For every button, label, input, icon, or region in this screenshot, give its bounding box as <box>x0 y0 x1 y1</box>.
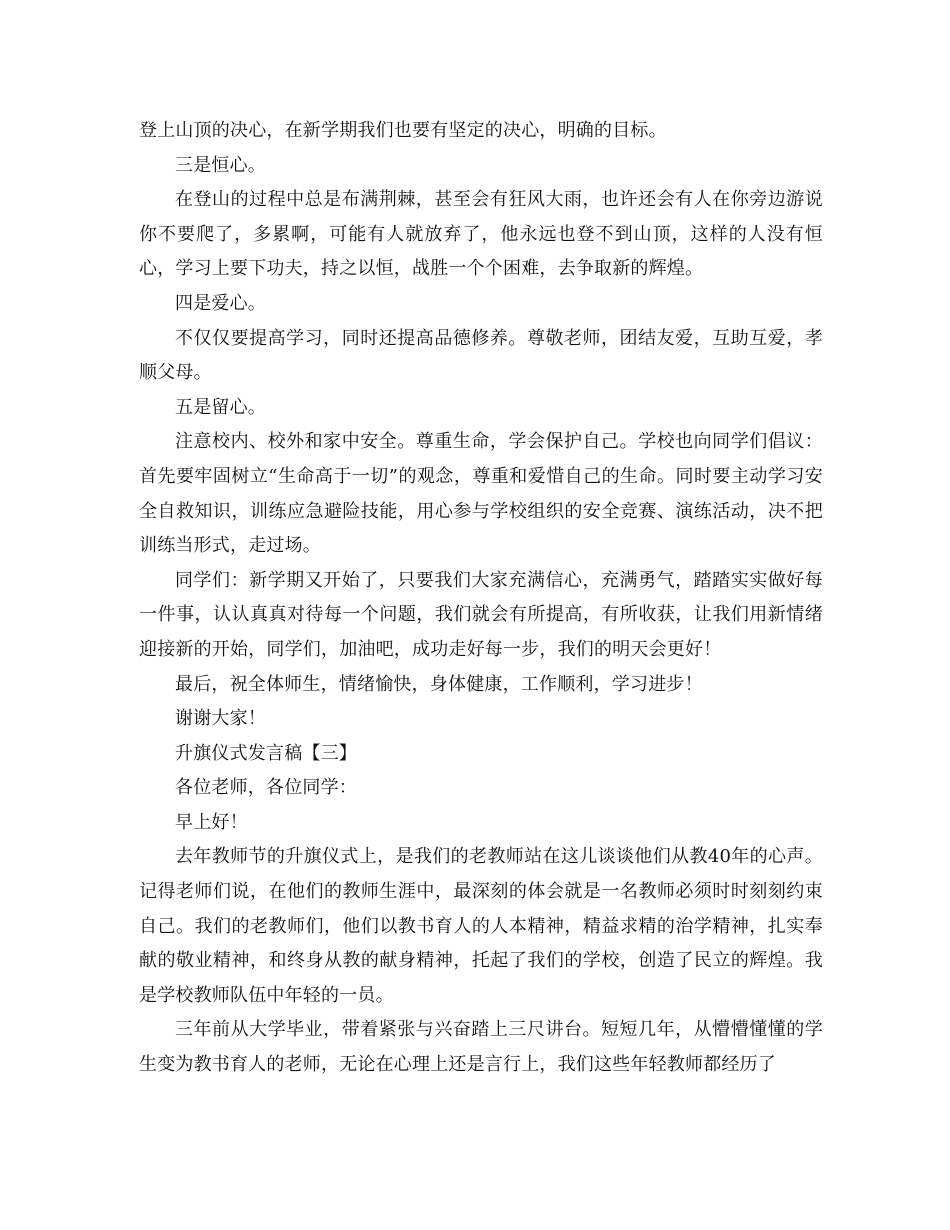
paragraph: 登上山顶的决心，在新学期我们也要有坚定的决心，明确的目标。 <box>139 120 667 141</box>
paragraph: 三年前从大学毕业，带着紧张与兴奋踏上三尺讲台。短短几年，从懵懵懂懂的学生变为教书育人的老师，无论在心理上还是言行上，我们这些年轻教师都经历了 <box>139 1019 823 1076</box>
paragraph: 三是恒心。 <box>175 154 266 176</box>
paragraph: 注意校内、校外和家中安全。尊重生命，学会保护自己。学校也向同学们倡议：首先要牢固树立“生命高于一切”的观念，尊重和爱惜自己的生命。同时要主动学习安全自救知识，训练应急避险技能，用心参与学校组织的安全竞赛、演练活动，决不把训练当形式，走过场。 <box>139 431 823 557</box>
greeting: 早上好！ <box>175 811 248 833</box>
paragraph: 四是爱心。 <box>175 292 266 314</box>
document-body <box>139 114 823 1083</box>
paragraph: 同学们：新学期又开始了，只要我们大家充满信心，充满勇气，踏踏实实做好每一件事，认认真真对待每一个问题，我们就会有所提高，有所收获，让我们用新情绪迎接新的开始，同学们，加油吧，成功走好每一步，我们的明天会更好！ <box>139 569 823 660</box>
paragraph: 最后，祝全体师生，情绪愉快，身体健康，工作顺利，学习进步！ <box>175 673 703 695</box>
salutation: 各位老师，各位同学： <box>175 777 357 799</box>
section-heading: 升旗仪式发言稿【三】 <box>175 742 357 764</box>
paragraph: 在登山的过程中总是布满荆棘，甚至会有狂风大雨，也许还会有人在你旁边游说你不要爬了，多累啊，可能有人就放弃了，他永远也登不到山顶，这样的人没有恒心，学习上要下功夫，持之以恒，战胜一个个困难，去争取新的辉煌。 <box>139 189 823 280</box>
paragraph: 去年教师节的升旗仪式上，是我们的老教师站在这儿谈谈他们从教40年的心声。记得老师们说，在他们的教师生涯中，最深刻的体会就是一名教师必须时时刻刻约束自己。我们的老教师们，他们以教书育人的人本精神，精益求精的治学精神，扎实奉献的敬业精神，和终身从教的献身精神，托起了我们的学校，创造了民立的辉煌。我是学校教师队伍中年轻的一员。 <box>139 846 823 1006</box>
paragraph: 不仅仅要提高学习，同时还提高品德修养。尊敬老师，团结友爱，互助互爱，孝顺父母。 <box>139 327 823 384</box>
paragraph: 五是留心。 <box>175 396 266 418</box>
paragraph: 谢谢大家！ <box>175 708 266 730</box>
